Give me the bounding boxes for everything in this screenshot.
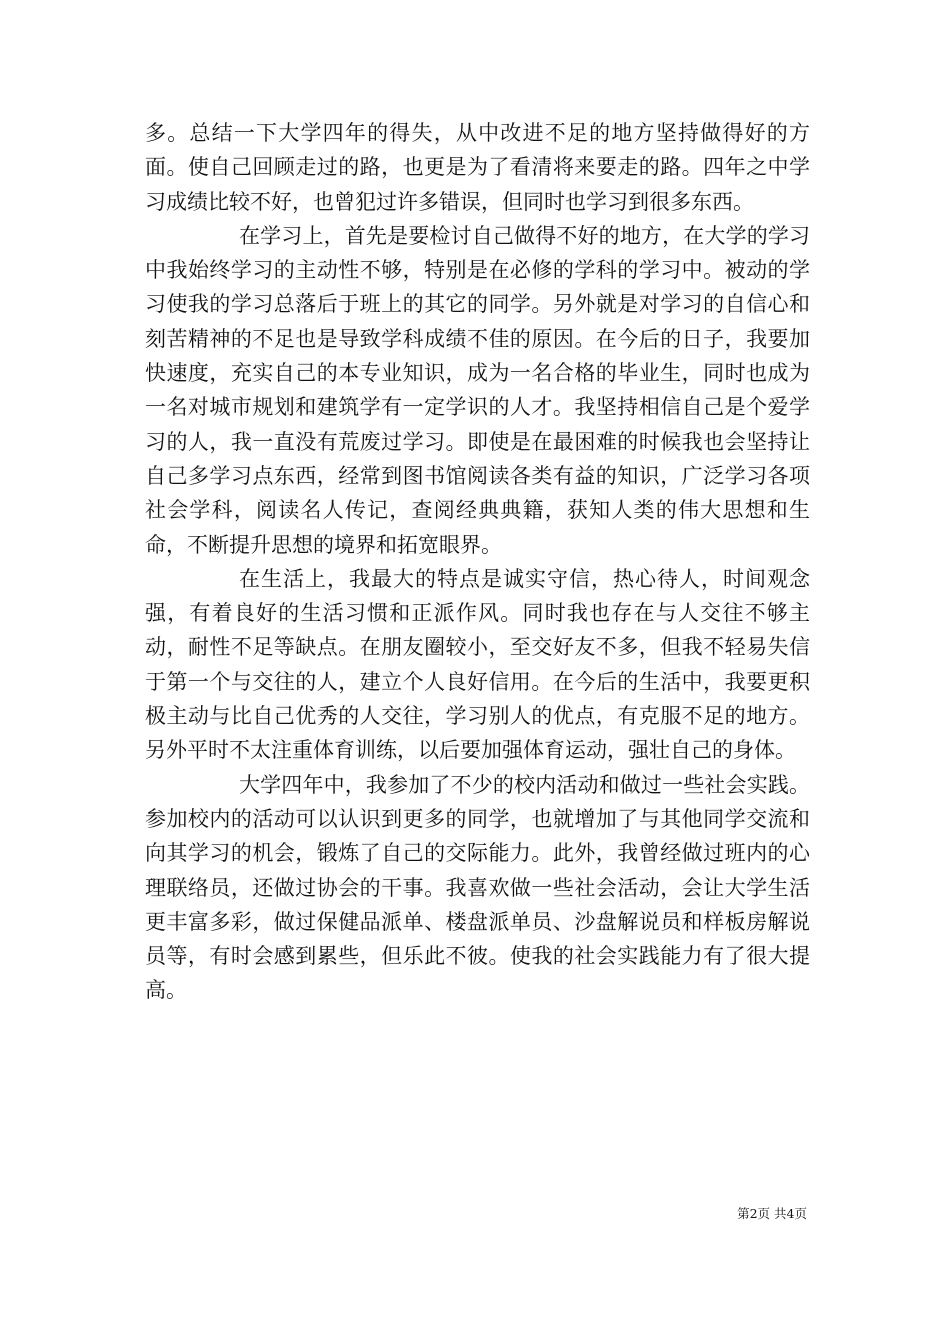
total-pages-number: 4 [786, 1206, 795, 1221]
page-prefix: 第 [737, 1206, 750, 1221]
paragraph-activities: 大学四年中，我参加了不少的校内活动和做过一些社会实践。参加校内的活动可以认识到更多的同学，也就增加了与其他同学交流和向其学习的机会，锻炼了自己的交际能力。此外，我曾经做过班内的心理联络员，还做过协会的干事。我喜欢做一些社会活动，会让大学生活更丰富多彩，做过保健品派单、楼盘派单员、沙盘解说员和样板房解说员等，有时会感到累些，但乐此不彼。使我的社会实践能力有了很大提高。 [145, 772, 810, 1003]
current-page-number: 2 [749, 1206, 758, 1221]
document-body [145, 116, 810, 1008]
page-number-footer [737, 1204, 807, 1222]
paragraph-life: 在生活上，我最大的特点是诚实守信，热心待人，时间观念强，有着良好的生活习惯和正派作风。同时我也存在与人交往不够主动，耐性不足等缺点。在朋友圈较小，至交好友不多，但我不轻易失信于第一个与交往的人，建立个人良好信用。在今后的生活中，我要更积极主动与比自己优秀的人交往，学习别人的优点，有克服不足的地方。另外平时不太注重体育训练，以后要加强体育运动，强壮自己的身体。 [145, 566, 810, 763]
page-middle: 页 共 [757, 1206, 787, 1221]
paragraph-study: 在学习上，首先是要检讨自己做得不好的地方，在大学的学习中我始终学习的主动性不够，特别是在必修的学科的学习中。被动的学习使我的学习总落后于班上的其它的同学。另外就是对学习的自信心和刻苦精神的不足也是导致学科成绩不佳的原因。在今后的日子，我要加快速度，充实自己的本专业知识，成为一名合格的毕业生，同时也成为一名对城市规划和建筑学有一定学识的人才。我坚持相信自己是个爱学习的人，我一直没有荒废过学习。即使是在最困难的时候我也会坚持让自己多学习点东西，经常到图书馆阅读各类有益的知识，广泛学习各项社会学科，阅读名人传记，查阅经典典籍，获知人类的伟大思想和生命，不断提升思想的境界和拓宽眼界。 [145, 223, 810, 557]
page-suffix: 页 [794, 1206, 807, 1221]
paragraph-continuation: 多。总结一下大学四年的得失，从中改进不足的地方坚持做得好的方面。使自己回顾走过的路，也更是为了看清将来要走的路。四年之中学习成绩比较不好，也曾犯过许多错误，但同时也学习到很多东西。 [145, 121, 810, 214]
